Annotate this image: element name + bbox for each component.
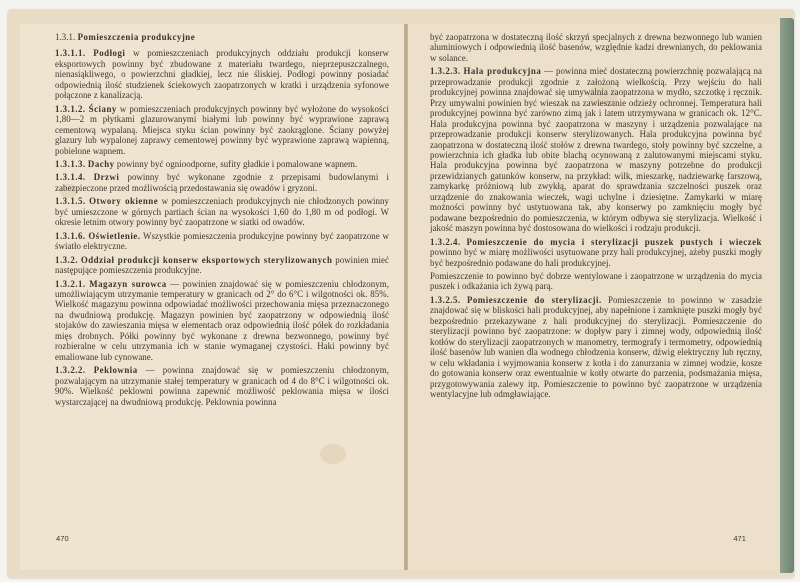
page-number: 470 [56,533,69,543]
section-title: Oddział produkcji konserw eksportowych sterylizowanych [80,254,333,265]
section-number: 1.3.2.1. [55,278,86,289]
paragraph [430,295,762,400]
section-text: — powinien znajdować się w pomieszczeniu chłodzonym, umożliwiającym utrzymanie temperatury w granicach od 2° do 6°C i wilgotności ok. 85%. Wielkość magazynu powinna odpowiadać możliwości przechowania mięsa przeznaczonego na dwudniową produkcję. Magazyn powinien być zaopatrzony w odpowiednią ilość stojaków do zawieszania mięsa w elementach oraz odpowiednią ilość półek do rozkładania mięs drobnych. Półki powinny być wykonane z drewna bezwonnego, powinny być rozbieralne w celu utrzymania ich w stanie wymaganej czystości. Haki powinny być emaliowane lub cynowane. [55,278,389,362]
section-number: 1.3.1.1. [55,48,86,59]
section-text: Pomieszczenie to powinno być dobrze wentylowane i zaopatrzone w urządzenia do mycia puszek i odkażania ich żywą parą. [430,270,762,292]
section-text: powinien mieć następujące pomieszczenia produkcyjne. [55,254,389,276]
section-text: powinny być wykonane zgodnie z przepisami budowlanymi i zabezpieczone przed możliwością przedostawania się owadów i gryzoni. [55,172,389,193]
section-number: 1.3.2.4. [430,236,461,247]
section-title: Ściany [88,103,117,114]
left-page [20,24,405,570]
section-text: Pomieszczenie to powinno w zasadzie znajdować się w bliskości hali produkcyjnej, aby napełnione i zamknięte puszki mogły być bezpośrednio przekazywane z hali produkcyjnej do sterylizacji. Pomieszczenie do sterylizacji powinno być zaopatrzone: w dopływ pary i zimnej wody, odpowiednią ilość kotłów do sterylizacji zaopatrzonych w manometry, termografy i termometry, odpowiednią ilość basenów lub wanien dla wodnego chłodzenia konserw, dźwig elektryczny lub ręczny, w celu wkładania i wyjmowania konserw z kotła i do zanurzania w zimnej wodzie, kosze do gotowania konserw oraz ewentualnie w kotły otwarte do parzenia, podsmażania mięsa, przygotowywania zalewy itp. Pomieszczenie to powinno być zaopatrzone w urządzenia wentylacyjne lub odmgławiające. [430,294,762,399]
section-number: 1.3.1.3. [55,158,86,169]
section-number: 1.3.2.5. [430,294,461,305]
section-title: Magazyn surowca [89,278,167,289]
section-title: Pomieszczenie do sterylizacji. [466,294,602,305]
section-number: 1.3.1.2. [55,103,86,114]
paragraph [55,231,389,252]
section-text: Wszystkie pomieszczenia produkcyjne powinny być zaopatrzone w światło elektryczne. [55,230,389,252]
section-number: 1.3.1.5. [55,196,86,207]
heading-number: 1.3.1. [55,32,76,42]
section-number: 1.3.1.4. [55,172,86,183]
section-text: — powinna znajdować się w pomieszczeniu chłodzonym, pozwalającym na utrzymanie stałej temperatury w granicach od 4 do 8°C i wilgotności ok. 90%. Wielkość peklowni powinna zapewnić możliwość peklowania mięsa w ilości wystarczającej na dwudniową produkcję. Peklownia powinna [55,365,389,407]
section-title: Otwory okienne [89,196,159,207]
paragraph [55,196,389,227]
section-title: Dachy [87,158,115,169]
paragraph [55,104,389,156]
section-text: powinny być ognioodporne, sufity gładkie i pomalowane wapnem. [114,158,358,169]
section-text: w pomieszczeniach produkcyjnych nie chłodzonych powinny być umieszczone w górnych partiach ścian na wysokości 1,60 do 1,80 m od podłogi. W okresie letnim otwory powinny być zaopatrzone w siatki od owadów. [55,196,389,228]
section-title: Pomieszczenie do mycia i sterylizacji puszek pustych i wieczek [466,236,762,247]
paragraph [430,32,762,63]
paragraph [55,255,389,276]
section-title: Oświetlenie. [88,230,141,241]
page-number: 471 [733,533,746,543]
right-page [408,24,780,570]
right-page-text [430,32,762,402]
paragraph [55,48,389,100]
section-text: — powinna mieć dostateczną powierzchnię pozwalającą na przeprowadzanie produkcji zgodnie z założoną wielkością. Przy wejściu do hali produkcyjnej powinna znajdować się umywalnia zaopatrzona w mydło, szczotkę i ręcznik. Przy umywalni powinien być wieszak na zawieszanie odzieży ochronnej. Temperatura hali produkcyjnej powinna być zarówno zimą jak i latem utrzymywana w granicach ok. 12°C. Hala produkcyjna powinna być zaopatrzona w maszyny i urządzenia pozwalające na przeprowadzanie produkcji konserw sterylizowanych. Hala produkcyjna powinna być zaopatrzona w dostateczną ilość stołów z drewna twardego, stoły powinny być szczelne, a powierzchnia ich gładka lub obite blachą ocynowaną z zalutowanymi miejscami styku. Hala produkcyjna powinna być zaopatrzona w maszyny potrzebne do produkcji przewidzianych gatunków konserw, na przykład: wilk, mieszarkę, nadziewarkę farszową, zamykarkę próżniową lub zwykłą, aparat do sprawdzania szczelności puszek oraz urządzenie do znakowania wieczek, wagi uchylne i dziesiętne. Zamykarki w miarę możności powinny być ustytuowana tak, aby konserwy po zamknięciu mogły być podawane bezpośrednio do pomieszczenia, w którym odbywa się sterylizacja. Wielkość i jakość maszyn powinna być dostosowana do wielkości i rodzaju produkcji. [430,66,762,234]
section-number: 1.3.2.3. [430,66,461,77]
section-text: w pomieszczeniach produkcyjnych powinny być wyłożone do wysokości 1,80—2 m płytkami glazurowanymi białymi lub powinny być wyprawione zaprawą cementową wypalaną. Miejsca styku ścian powinny być zaokrąglone. Ściany powyżej glazury lub wypalonej zaprawy cementowej powinny być wyprawione zaprawą wapienną, pobielone wapnem. [55,103,389,156]
book-spread [8,10,794,578]
section-title: Hala produkcyjna [463,66,542,77]
section-title: Podłogi [93,48,126,59]
section-number: 1.3.2.2. [55,365,86,376]
section-text: w pomieszczeniach produkcyjnych oddziału produkcji konserw eksportowych powinny być zbudowane z materiału twardego, nieprzepuszczalnego, nienasiąkliwego, o powierzchni gładkiej, lecz nie śliskiej. Podłogi powinny posiadać odpowiednią ilość studzienek ściekowych zaopatrzonych w kratki i urządzenia syfonowe połączone z kanalizacją. [55,48,389,101]
section-title: Drzwi [93,172,120,183]
paragraph [430,271,762,292]
paragraph [55,365,389,407]
section-text: być zaopatrzona w dostateczną ilość skrzyń specjalnych z drewna bezwonnego lub wanien aluminiowych i odpowiednią ilość basenów, względnie kadzi drewnianych, do peklowania w solance. [430,32,762,63]
paragraph [55,172,389,193]
section-number: 1.3.1.6. [55,230,86,241]
section-title: Peklownia [93,365,138,376]
paragraph [430,66,762,233]
paragraph [55,279,389,363]
heading-title: Pomieszczenia produkcyjne [77,32,196,42]
section-text: powinno być w miarę możliwości usytuowane przy hali produkcyjnej, ażeby puszki mogły być bezpośrednio podawane do hali produkcyjnej. [430,247,762,268]
paragraph [430,237,762,268]
book-cover-edge [780,18,794,573]
section-number: 1.3.2. [55,254,78,265]
paragraph [55,159,389,169]
left-page-text [55,32,389,410]
section-heading [55,32,389,42]
